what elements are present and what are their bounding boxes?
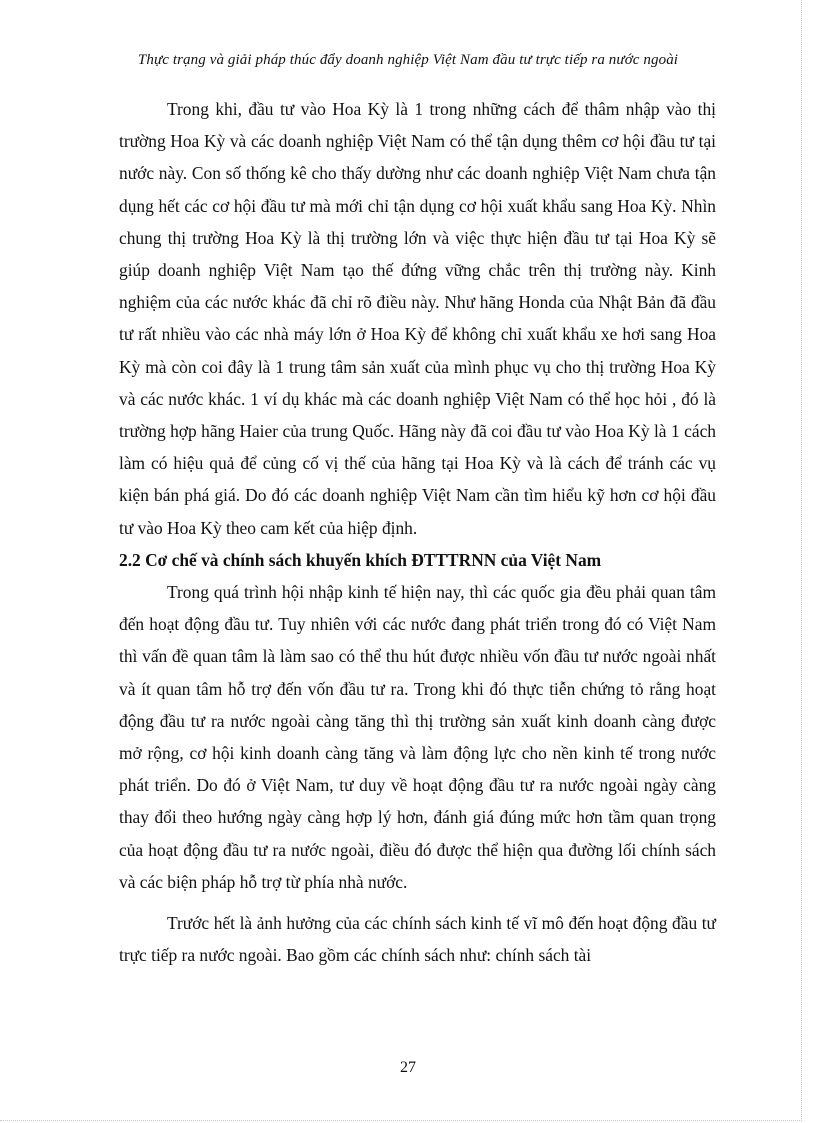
running-header: Thực trạng và giải pháp thúc đẩy doanh nghiệp Việt Nam đầu tư trực tiếp ra nước ngoài	[137, 52, 679, 68]
document-body	[119, 93, 716, 971]
page-number: 27	[400, 1059, 416, 1076]
paragraph-integration: Trong quá trình hội nhập kinh tế hiện nay, thì các quốc gia đều phải quan tâm đến hoạt động đầu tư. Tuy nhiên với các nước đang phát triển trong đó có Việt Nam thì vấn đề quan tâm là làm sao có thể thu hút được nhiều vốn đầu tư nước ngoài nhất và ít quan tâm hỗ trợ đến vốn đầu tư ra. Trong khi đó thực tiễn chứng tỏ rằng hoạt động đầu tư ra nước ngoài càng tăng thì thị trường sản xuất kinh doanh càng được mở rộng, cơ hội kinh doanh càng tăng và làm động lực cho nền kinh tế trong nước phát triển. Do đó ở Việt Nam, tư duy về hoạt động đầu tư ra nước ngoài ngày càng thay đổi theo hướng ngày càng hợp lý hơn, đánh giá đúng mức hơn tầm quan trọng của hoạt động đầu tư ra nước ngoài, điều đó được thể hiện qua đường lối chính sách và các biện pháp hỗ trợ từ phía nhà nước.	[119, 582, 716, 892]
section-heading: 2.2 Cơ chế và chính sách khuyến khích ĐTTTRNN của Việt Nam	[119, 549, 602, 570]
paragraph-investment-in-us: Trong khi, đầu tư vào Hoa Kỳ là 1 trong những cách để thâm nhập vào thị trường Hoa Kỳ và các doanh nghiệp Việt Nam có thể tận dụng thêm cơ hội đầu tư tại nước này. Con số thống kê cho thấy dường như các doanh nghiệp Việt Nam chưa tận dụng hết các cơ hội đầu tư mà mới chỉ tận dụng cơ hội xuất khẩu sang Hoa Kỳ. Nhìn chung thị trường Hoa Kỳ là thị trường lớn và việc thực hiện đầu tư tại Hoa Kỳ sẽ giúp doanh nghiệp Việt Nam tạo thế đứng vững chắc trên thị trường này. Kinh nghiệm của các nước khác đã chỉ rõ điều này. Như hãng Honda của Nhật Bản đã đầu tư rất nhiều vào các nhà máy lớn ở Hoa Kỳ để không chỉ xuất khẩu xe hơi sang Hoa Kỳ mà còn coi đây là 1 trung tâm sản xuất của mình phục vụ cho thị trường Hoa Kỳ và các nước khác. 1 ví dụ khác mà các doanh nghiệp Việt Nam có thể học hỏi , đó là trường hợp hãng Haier của trung Quốc. Hãng này đã coi đầu tư vào Hoa Kỳ là 1 cách làm có hiệu quả để củng cố vị thế của hãng tại Hoa Kỳ và là cách để tránh các vụ kiện bán phá giá. Do đó các doanh nghiệp Việt Nam cần tìm hiểu kỹ hơn cơ hội đầu tư vào Hoa Kỳ theo cam kết của hiệp định.	[119, 99, 716, 538]
paragraph-macro-policies: Trước hết là ảnh hưởng của các chính sách kinh tế vĩ mô đến hoạt động đầu tư trực tiếp ra nước ngoài. Bao gồm các chính sách như: chính sách tài	[119, 913, 716, 966]
